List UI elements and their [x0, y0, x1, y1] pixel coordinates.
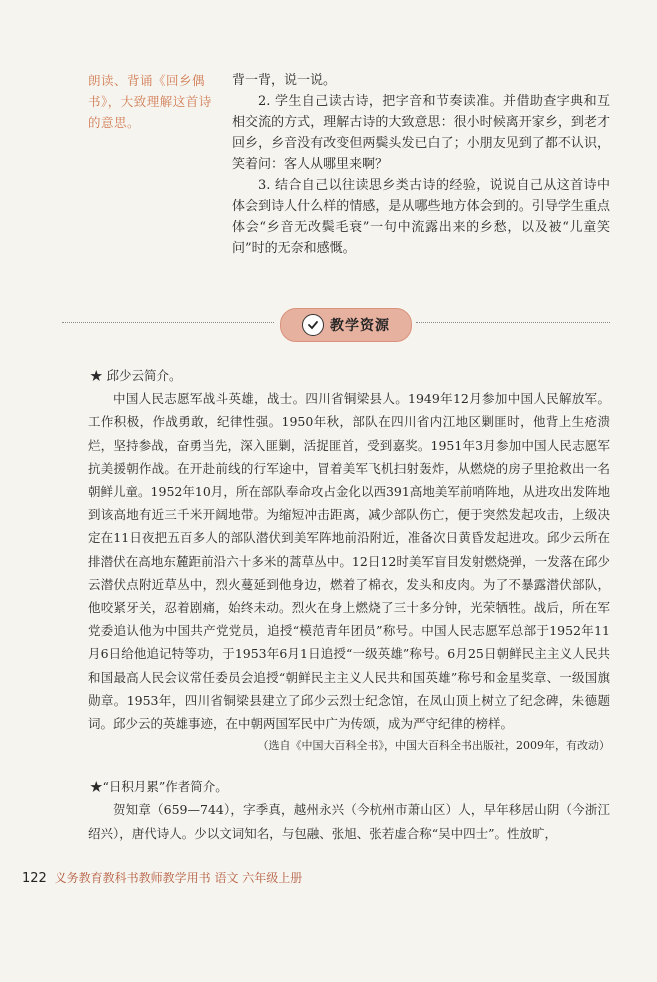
step-2: 2. 学生自己读古诗，把字音和节奏读准。并借助查字典和互相交流的方式，理解古诗的大致意思：很小时候离开家乡，到老才回乡，乡音没有改变但两鬓头发已白了；小朋友见到了都不认识，笑着问：客人从哪里来啊？: [232, 94, 610, 172]
section-title: 教学资源: [330, 318, 390, 334]
author-heading: ★“日积月累”作者简介。: [90, 779, 228, 795]
step-3: 3. 结合自己以往读思乡类古诗的经验，说说自己从这首诗中体会到诗人什么样的情感，是从哪些地方体会到的。引导学生重点体会“乡音无改鬓毛衰”一句中流露出来的乡愁，以及被“儿童笑问”时的无奈和感慨。: [232, 178, 610, 256]
page-footer: [22, 869, 302, 886]
hero-body: 中国人民志愿军战斗英雄，战士。四川省铜梁县人。1949年12月参加中国人民解放军。工作积极，作战勇敢，纪律性强。1950年秋，部队在四川省内江地区剿匪时，他背上生疮溃烂，坚持参战，奋勇当先，深入匪剿，活捉匪首，受到嘉奖。1951年3月参加中国人民志愿军抗美援朝作战。在开赴前线的行军途中，冒着美军飞机扫射轰炸，从燃烧的房子里抢救出一名朝鲜儿童。1952年10月，所在部队奉命攻占金化以西391高地美军前哨阵地，从进攻出发阵地到该高地有近三千米开阔地带。为缩短冲击距离，减少部队伤亡，便于突然发起攻击，上级决定在11日夜把五百多人的部队潜伏到美军阵地前沿附近，准备次日黄昏发起进攻。邱少云所在排潜伏在高地东麓距前沿六十多米的蒿草丛中。12日12时美军盲目发射燃烧弹，一发落在邱少云潜伏点附近草丛中，烈火蔓延到他身边，燃着了棉衣，发头和皮肉。为了不暴露潜伏部队，他咬紧牙关，忍着剧痛，始终未动。烈火在身上燃烧了三十多分钟，光荣牺牲。战后，所在军党委追认他为中国共产党党员，追授“模范青年团员”称号。中国人民志愿军总部于1952年11月6日给他追记特等功，于1953年6月1日追授“一级英雄”称号。6月25日朝鲜民主主义人民共和国最高人民会议常任委员会追授“朝鲜民主主义人民共和国英雄”称号和金星奖章、一级国旗勋章。1953年，四川省铜梁县建立了邱少云烈士纪念馆，在凤山顶上树立了纪念碑，朱德题词。邱少云的英雄事迹，在中朝两国军民中广为传颂，成为严守纪律的榜样。: [88, 391, 610, 732]
hero-heading: ★ 邱少云简介。: [90, 368, 182, 383]
step-continuation: 背一背，说一说。: [232, 73, 337, 88]
section-header: [280, 308, 412, 342]
resource-content: [88, 364, 610, 845]
author-body: 贺知章（659—744），字季真，越州永兴（今杭州市萧山区）人，早年移居山阴（今浙江绍兴），唐代诗人。少以文词知名，与包融、张旭、张若虚合称“吴中四士”。性放旷，: [88, 802, 610, 841]
hero-source: （选自《中国大百科全书》，中国大百科全书出版社，2009年，有改动）: [257, 739, 610, 753]
divider-right: [416, 322, 610, 323]
page-number: 122: [22, 871, 47, 886]
book-title: 义务教育教科书教师教学用书 语文 六年级上册: [54, 871, 303, 885]
divider-left: [62, 322, 274, 323]
margin-note: 朗读、背诵《回乡偶书》，大致理解这首诗的意思。: [88, 73, 212, 130]
checkmark-circle-icon: [302, 314, 324, 336]
teaching-steps: [232, 70, 610, 259]
